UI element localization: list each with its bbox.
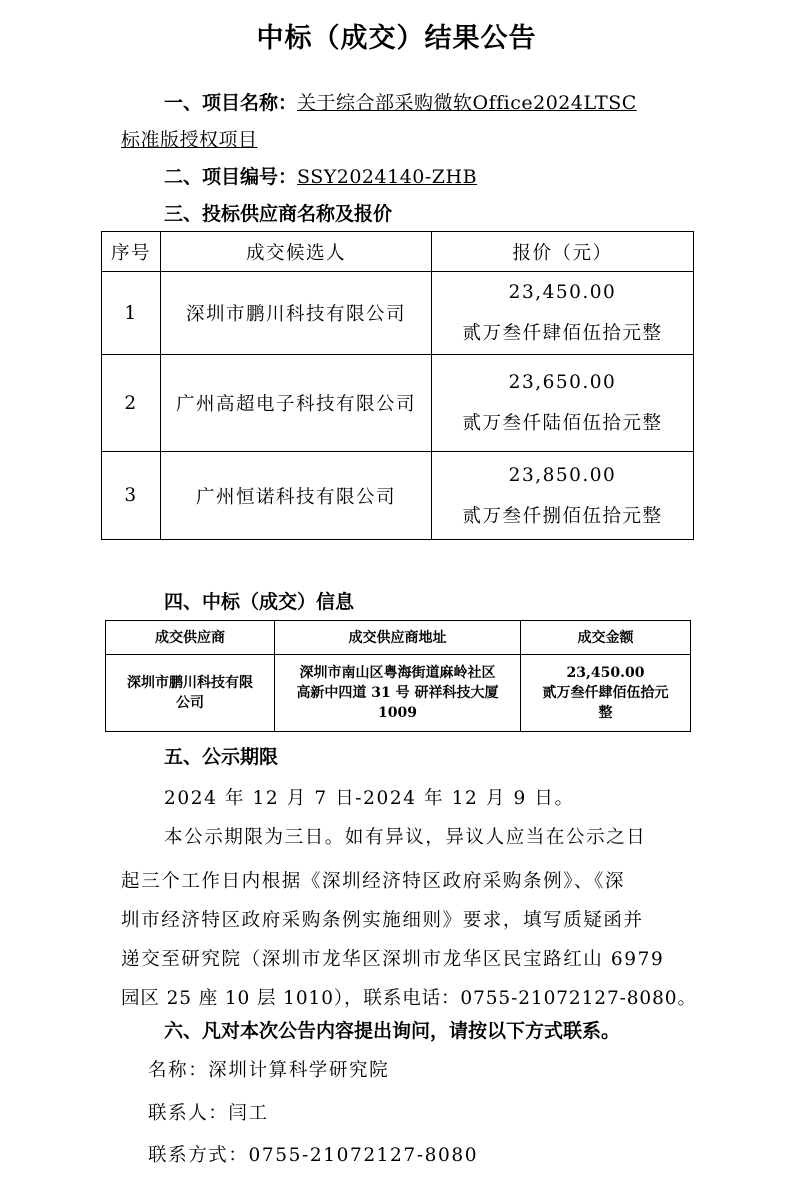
table-row: [102, 355, 694, 452]
award-supplier-line: 深圳市鹏川科技有限: [127, 675, 253, 691]
project-name-label: 一、项目名称：: [164, 92, 298, 114]
price-number: 23,850.00: [508, 464, 617, 486]
project-name-row: [164, 88, 637, 115]
award-address-line: 1009: [378, 705, 417, 721]
price-words: 贰万叁仟陆佰伍拾元整: [462, 413, 663, 434]
col-header-supplier: 成交供应商: [106, 621, 275, 655]
row-no: 1: [102, 272, 161, 355]
table-row: [102, 272, 694, 355]
price-words: 贰万叁仟捌佰伍拾元整: [462, 505, 663, 527]
row-candidate: 广州恒诺科技有限公司: [161, 452, 432, 540]
row-no: 2: [102, 355, 161, 452]
bidders-heading: 三、投标供应商名称及报价: [164, 203, 393, 225]
price-words: 贰万叁仟肆佰伍拾元整: [462, 323, 663, 344]
award-info-heading: 四、中标（成交）信息: [164, 591, 355, 613]
project-number-value: SSY2024140-ZHB: [297, 166, 478, 188]
col-header-price: 报价（元）: [432, 232, 694, 272]
contact-phone: 联系方式：0755-21072127-8080: [148, 1145, 479, 1166]
project-number-label: 二、项目编号：: [164, 166, 298, 188]
page-title: 中标（成交）结果公告: [256, 23, 537, 54]
objection-paragraph-line: 本公示期限为三日。如有异议，异议人应当在公示之日: [164, 827, 647, 848]
project-number-row: [164, 162, 477, 189]
price-number: 23,650.00: [508, 372, 617, 393]
col-header-amount: 成交金额: [521, 621, 691, 655]
award-table: [105, 620, 691, 732]
row-price: [432, 272, 694, 355]
row-no: 3: [102, 452, 161, 540]
row-candidate: 广州高超电子科技有限公司: [161, 355, 432, 452]
award-table-header: [106, 621, 691, 655]
award-address-line: 高新中四道 31 号 研祥科技大厦: [296, 685, 499, 701]
award-amount: [521, 655, 691, 732]
contact-name: 名称：深圳计算科学研究院: [148, 1060, 390, 1081]
col-header-address: 成交供应商地址: [275, 621, 521, 655]
award-supplier: [106, 655, 275, 732]
objection-paragraph-line: 递交至研究院（深圳市龙华区深圳市龙华区民宝路红山 6979: [121, 949, 665, 970]
bidders-table-header: [102, 232, 694, 272]
award-amount-number: 23,450.00: [566, 665, 645, 681]
table-row: [102, 452, 694, 540]
col-header-no: 序号: [102, 232, 161, 272]
table-row: [106, 655, 691, 732]
price-number: 23,450.00: [508, 282, 617, 303]
award-supplier-line: 公司: [176, 695, 204, 711]
award-amount-words: 贰万叁仟肆佰伍拾元: [542, 685, 669, 701]
award-address-line: 深圳市南山区粤海街道麻岭社区: [299, 665, 496, 681]
objection-paragraph-line: 园区 25 座 10 层 1010），联系电话：0755-21072127-8080。: [121, 988, 697, 1009]
row-price: [432, 452, 694, 540]
award-amount-words: 整: [598, 705, 613, 721]
publicity-period: 2024 年 12 月 7 日-2024 年 12 月 9 日。: [164, 788, 575, 809]
col-header-candidate: 成交候选人: [161, 232, 432, 272]
award-address: [275, 655, 521, 732]
objection-paragraph-line: 圳市经济特区政府采购条例实施细则》要求，填写质疑函并: [121, 910, 644, 931]
contact-heading: 六、凡对本次公告内容提出询问，请按以下方式联系。: [164, 1020, 621, 1042]
project-name-value-cont: 标准版授权项目: [121, 129, 258, 151]
row-candidate: 深圳市鹏川科技有限公司: [161, 272, 432, 355]
contact-person: 联系人：闫工: [148, 1103, 269, 1124]
bidders-table: [101, 231, 694, 540]
row-price: [432, 355, 694, 452]
objection-paragraph-line: 起三个工作日内根据《深圳经济特区政府采购条例》、《深: [121, 871, 626, 892]
publicity-period-heading: 五、公示期限: [164, 746, 279, 768]
project-name-value: 关于综合部采购微软Office2024LTSC: [297, 92, 637, 114]
